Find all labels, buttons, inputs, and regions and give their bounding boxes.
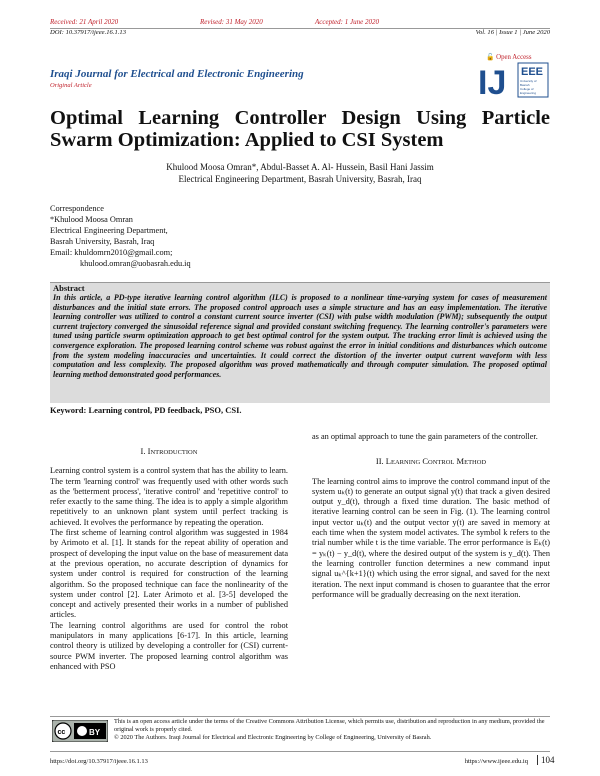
license-text: This is an open access article under the terms of the Creative Commons Attribution License, which permits use, distribution and reproduction in any medium, provided the original work is properly cited. © 2020 The Authors. Iraqi Journal for Electrical and Electronic Engineering by College of Engineering, University of Basrah. bbox=[114, 718, 545, 741]
keywords: Keyword: Learning control, PD feedback, PSO, CSI. bbox=[50, 405, 242, 415]
corr-email1[interactable]: Email: khuldomrn2010@gmail.com; bbox=[50, 248, 173, 257]
section-heading-introduction: I. INTRODUCTION bbox=[140, 446, 198, 456]
svg-text:Basrah: Basrah bbox=[520, 83, 530, 87]
abstract-heading: Abstract bbox=[53, 283, 85, 293]
corr-univ: Basrah University, Basrah, Iraq bbox=[50, 237, 155, 246]
header-dates bbox=[50, 18, 550, 29]
accepted-date: Accepted: 1 June 2020 bbox=[315, 18, 379, 26]
corr-email2[interactable]: khulood.omran@uobasrah.edu.iq bbox=[80, 259, 191, 268]
doi-row bbox=[50, 29, 550, 36]
authors-block bbox=[50, 161, 550, 185]
logo-eee-text: EEE bbox=[521, 66, 544, 78]
footer-doi-link[interactable]: https://doi.org/10.37917/ijeee.16.1.13 bbox=[50, 758, 148, 765]
open-access[interactable]: 🔓 Open Access bbox=[486, 54, 532, 61]
method-paragraph: The learning control aims to improve the control command input of the system uₖ(t) to generate an output signal y(t) that track a given desired output y_d(t), through a fixed time duration. The basic method of iterative learning control can be seen in Fig. (1). The learning control input vector uₖ(t) and the output vector y(t) are saved in memory at each time when the system model activates. The symbol k refers to the trial number while t is the time variable. The error performance is Eₖ(t) = yₖ(t) − y_d(t), where the desired output of the system is y_d(t). Then the learning controller function determines a new command input signal uₖ^{k+1}(t) which using the error signal, and saved for the next iteration. The next input command is chosen to guarantee that the error performance will be gradually decreasing on the next iteration. bbox=[312, 476, 550, 599]
svg-text:BY: BY bbox=[89, 728, 101, 737]
abstract-box bbox=[50, 282, 550, 403]
received-date: Received: 21 April 2020 bbox=[50, 18, 119, 26]
svg-text:Engineering: Engineering bbox=[520, 91, 537, 95]
cc-by-icon[interactable] bbox=[52, 720, 108, 742]
author-names: Khulood Moosa Omran*, Abdul-Basset A. Al- Hussein, Basil Hani Jassim bbox=[166, 162, 434, 172]
intro-paragraph-2: The first scheme of learning control algorithm was suggested in 1984 by Arimoto et al. [1]. It stands for the repeat ability of operation and prospect of developing the input value on the base of measurement data at the previous operation, no accurate description of dynamics for system under control is required for construction of the learning algorithm. So the proposed technique can face the nonlinearity of the system under control [2]. Later Arimoto et al. [3-5] developed the concept and actively presented their works in a number of published articles. bbox=[50, 528, 288, 620]
author-affiliation: Electrical Engineering Department, Basrah University, Basrah, Iraq bbox=[178, 174, 422, 184]
svg-text:cc: cc bbox=[57, 729, 66, 736]
page-number: 104 bbox=[537, 755, 555, 765]
footer-site-link[interactable]: https://www.ijeee.edu.iq bbox=[464, 758, 528, 765]
section-heading-learning-control: II. LEARNING CONTROL METHOD bbox=[375, 456, 487, 467]
column-left bbox=[50, 446, 288, 672]
paper-title: Optimal Learning Controller Design Using Particle Swarm Optimization: Applied to CSI System bbox=[50, 107, 550, 151]
journal-name: Iraqi Journal for Electrical and Electronic Engineering bbox=[50, 68, 304, 80]
svg-text:College of: College of bbox=[520, 87, 534, 91]
intro-paragraph-3: The learning control algorithms are used for control the robot manipulators in many applications [6-17]. In this article, learning control theory is utilized by developing a controller for (CSI) current-source PWM inverter. The proposed learning control algorithm was enhanced with PSO bbox=[50, 620, 288, 671]
logo-ij-text: IJ bbox=[478, 64, 507, 99]
corr-name: *Khulood Moosa Omran bbox=[50, 215, 133, 224]
page-footer bbox=[50, 758, 550, 765]
svg-text:University of: University of bbox=[520, 79, 537, 83]
column-right bbox=[312, 432, 550, 600]
abstract-text: In this article, a PD-type iterative learning control algorithm (ILC) is proposed to a nonlinear time-varying system for cases of measurement disturbances and the initial state errors. The proposed control approach uses a simple structure and has an easy implementation. The iterative learning controller was utilized to control a constant current source inverter (CSI) with pulse width modulation (PWM); subsequently the output current trajectory converged the sinusoidal reference signal and provided constant switching frequency. The learning controller's parameters were tuned using particle swarm optimization approach to get best optimal control for the system output. The tracking error limit is achieved using the convergence exploration. The proposed learning control scheme was robust against the error in initial conditions and disturbances which outcome from the system modeling inaccuracies and uncertainties. It could correct the distortion of the inverter output current waveform with less computation and less complexity. The proposed algorithm was proved mathematically and through computer simulation. The proposed optimal learning method demonstrated good performances. bbox=[53, 293, 547, 379]
doi-text: DOI: 10.37917/ijeee.16.1.13 bbox=[50, 29, 126, 36]
revised-date: Revised: 31 May 2020 bbox=[200, 18, 263, 26]
intro-paragraph-1: Learning control system is a control system that has the ability to learn. The term 'learning control' was frequently used with other words such as the 'betterment process', 'iterative control' and 'repetitive control' to refer exactly to the same thing. The idea is to apply a simple algorithm repetitively to an unknown plant system until perfect tracking is achieved. It evolves the performance by repeating the operation. bbox=[50, 466, 288, 527]
volume-text: Vol. 16 | Issue 1 | June 2020 bbox=[475, 29, 550, 36]
journal-logo bbox=[478, 61, 550, 99]
article-type: Original Article bbox=[50, 82, 92, 89]
corr-dept: Electrical Engineering Department, bbox=[50, 226, 168, 235]
corr-heading: Correspondence bbox=[50, 204, 104, 213]
lock-icon: 🔓 bbox=[486, 54, 495, 61]
correspondence-block bbox=[50, 203, 350, 269]
col2-continuation: as an optimal approach to tune the gain parameters of the controller. bbox=[312, 432, 538, 441]
